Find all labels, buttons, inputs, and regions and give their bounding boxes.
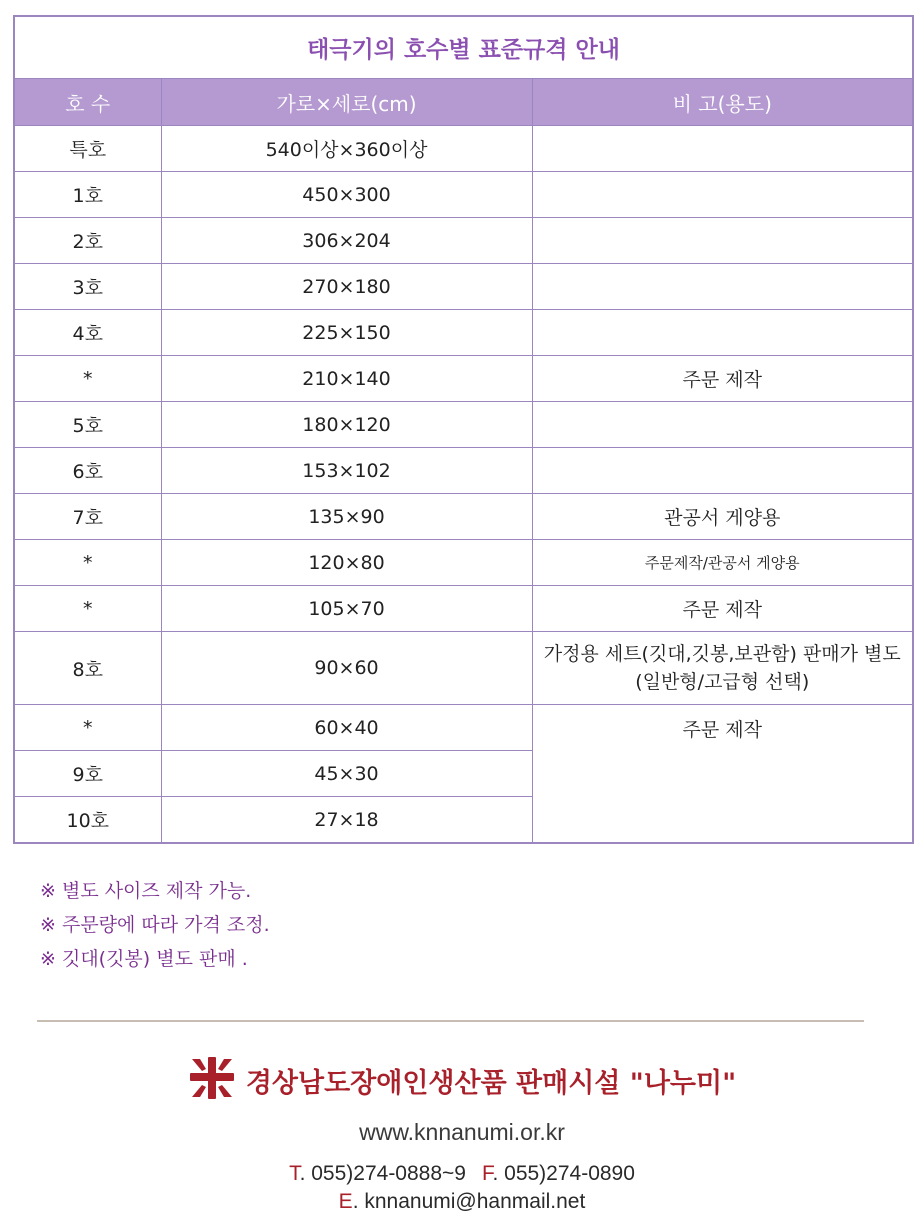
header-size: 가로×세로(cm) bbox=[161, 79, 532, 126]
cell-number: 특호 bbox=[14, 126, 161, 172]
table-row bbox=[14, 218, 913, 264]
org-name: 경상남도장애인생산품 판매시설 "나누미" bbox=[245, 1067, 737, 1099]
table-row bbox=[14, 356, 913, 402]
cell-note bbox=[532, 264, 913, 310]
email-label: E bbox=[338, 1190, 353, 1213]
remark-item: ※ 깃대(깃봉) 별도 판매 . bbox=[40, 948, 248, 970]
remark-item: ※ 주문량에 따라 가격 조정. bbox=[40, 914, 270, 936]
cell-number: * bbox=[14, 540, 161, 586]
table-row bbox=[14, 540, 913, 586]
cell-number: 10호 bbox=[14, 797, 161, 844]
cell-size: 45×30 bbox=[161, 751, 532, 797]
cell-note bbox=[532, 632, 913, 705]
divider bbox=[37, 1020, 864, 1022]
cell-number: 5호 bbox=[14, 402, 161, 448]
cell-note: 관공서 게양용 bbox=[532, 494, 913, 540]
cell-note: 주문 제작 bbox=[532, 705, 913, 844]
cell-size: 153×102 bbox=[161, 448, 532, 494]
cell-note bbox=[532, 402, 913, 448]
cell-number: * bbox=[14, 356, 161, 402]
cell-size: 450×300 bbox=[161, 172, 532, 218]
cell-size: 105×70 bbox=[161, 586, 532, 632]
cell-number: 1호 bbox=[14, 172, 161, 218]
tel-value: . 055)274-0888~9 bbox=[299, 1162, 466, 1185]
cell-size: 225×150 bbox=[161, 310, 532, 356]
cell-number: * bbox=[14, 586, 161, 632]
cell-number: * bbox=[14, 705, 161, 751]
table-row bbox=[14, 494, 913, 540]
table-row bbox=[14, 632, 913, 705]
cell-number: 8호 bbox=[14, 632, 161, 705]
cell-number: 6호 bbox=[14, 448, 161, 494]
table-row bbox=[14, 705, 913, 751]
cell-size: 27×18 bbox=[161, 797, 532, 844]
contact-info bbox=[0, 1160, 924, 1216]
remarks-list bbox=[40, 874, 270, 976]
table-row bbox=[14, 310, 913, 356]
cell-note: 주문 제작 bbox=[532, 586, 913, 632]
cell-note bbox=[532, 126, 913, 172]
caritas-cross-icon bbox=[188, 1055, 236, 1105]
cell-number: 9호 bbox=[14, 751, 161, 797]
header-number: 호 수 bbox=[14, 79, 161, 126]
cell-size: 135×90 bbox=[161, 494, 532, 540]
cell-size: 120×80 bbox=[161, 540, 532, 586]
phone-fax-line bbox=[0, 1160, 924, 1188]
email-line bbox=[0, 1188, 924, 1216]
cell-note bbox=[532, 310, 913, 356]
cell-number: 7호 bbox=[14, 494, 161, 540]
cell-size: 270×180 bbox=[161, 264, 532, 310]
header-note: 비 고(용도) bbox=[532, 79, 913, 126]
table-row bbox=[14, 448, 913, 494]
cell-note bbox=[532, 172, 913, 218]
cell-number: 4호 bbox=[14, 310, 161, 356]
footer bbox=[0, 1055, 924, 1216]
website-link[interactable]: www.knnanumi.or.kr bbox=[359, 1119, 565, 1145]
table-row bbox=[14, 402, 913, 448]
brand-line bbox=[0, 1055, 924, 1105]
cell-size: 210×140 bbox=[161, 356, 532, 402]
remark-item: ※ 별도 사이즈 제작 가능. bbox=[40, 880, 252, 902]
note-line: 가정용 세트(깃대,깃봉,보관함) 판매가 별도 bbox=[543, 643, 901, 665]
cell-size: 60×40 bbox=[161, 705, 532, 751]
cell-note: 주문제작/관공서 게양용 bbox=[532, 540, 913, 586]
cell-size: 540이상×360이상 bbox=[161, 126, 532, 172]
email-value[interactable]: . knnanumi@hanmail.net bbox=[352, 1190, 586, 1213]
cell-note bbox=[532, 448, 913, 494]
cell-size: 90×60 bbox=[161, 632, 532, 705]
tel-label: T bbox=[289, 1162, 300, 1185]
cell-size: 306×204 bbox=[161, 218, 532, 264]
flag-spec-table bbox=[13, 15, 914, 844]
cell-number: 2호 bbox=[14, 218, 161, 264]
fax-value: . 055)274-0890 bbox=[492, 1162, 635, 1185]
cell-number: 3호 bbox=[14, 264, 161, 310]
cell-note: 주문 제작 bbox=[532, 356, 913, 402]
cell-note bbox=[532, 218, 913, 264]
fax-label: F bbox=[481, 1162, 493, 1185]
table-row bbox=[14, 172, 913, 218]
table-row bbox=[14, 126, 913, 172]
table-title: 태극기의 호수별 표준규격 안내 bbox=[14, 16, 913, 79]
table-row bbox=[14, 264, 913, 310]
cell-size: 180×120 bbox=[161, 402, 532, 448]
note-line: (일반형/고급형 선택) bbox=[635, 671, 810, 693]
table-row bbox=[14, 586, 913, 632]
